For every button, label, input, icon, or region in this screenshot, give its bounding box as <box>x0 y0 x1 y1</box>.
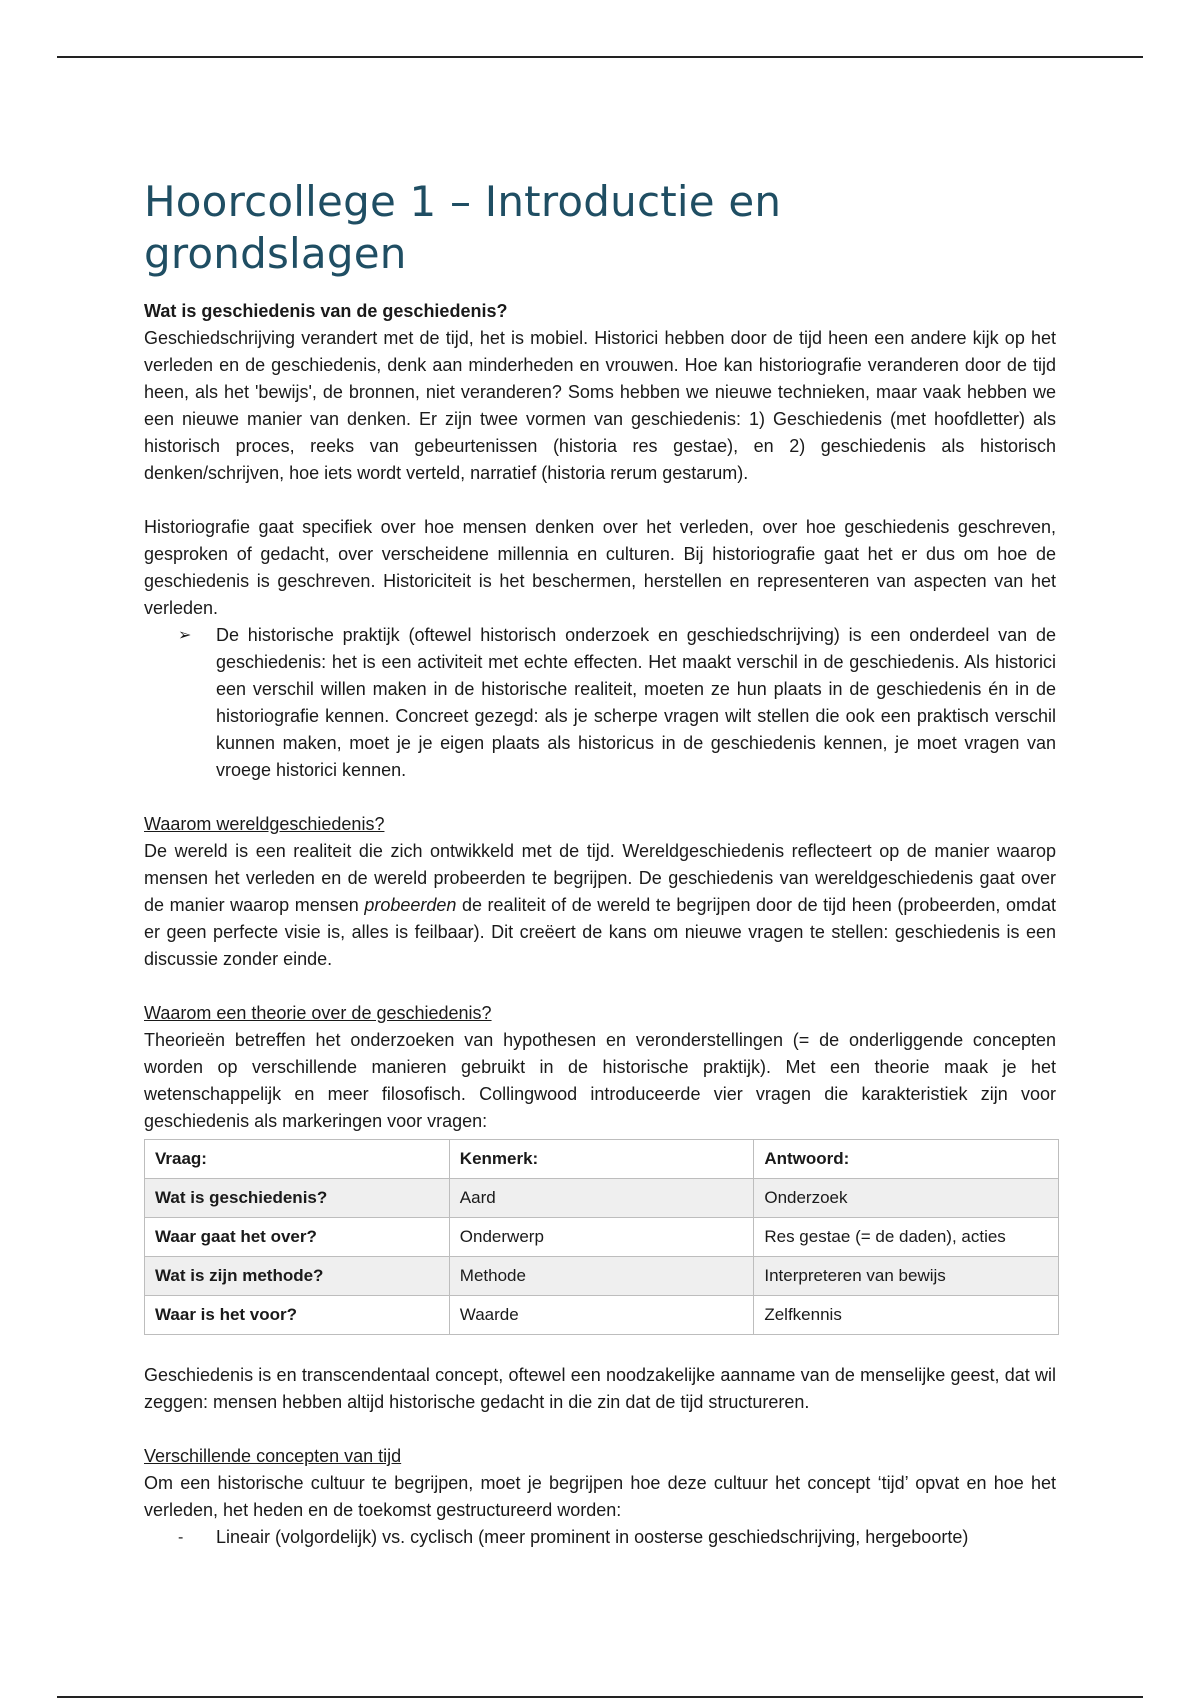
paragraph-geschiedschrijving: Geschiedschrijving verandert met de tijd, het is mobiel. Historici hebben door de tijd heen een andere kijk op het verleden en de geschiedenis, denk aan minderheden en vrouwen. Hoe kan historiografie veranderen door de tijd heen, als het 'bewijs', de bronnen, niet veranderen? Soms hebben we nieuwe technieken, maar vaak hebben we een nieuwe manier van denken. Er zijn twee vormen van geschiedenis: 1) Geschiedenis (met hoofdletter) als historisch proces, reeks van gebeurtenissen (historia res gestae), en 2) geschiedenis als historisch denken/schrijven, hoe iets wordt verteld, narratief (historia rerum gestarum). <box>144 328 1056 483</box>
document-page <box>144 176 1056 1551</box>
section-question: Wat is geschiedenis van de geschiedenis? <box>144 301 508 321</box>
page-title: Hoorcollege 1 – Introductie en grondslagen <box>144 177 782 278</box>
paragraph-wereldgeschiedenis: De wereld is een realiteit die zich ontwikkeld met de tijd. Wereldgeschiedenis reflecteert op de manier waarop mensen het verleden en de wereld probeerden te begrijpen. De geschiedenis van wereldgeschiedenis gaat over de manier waarop mensen probeerden de realiteit of de wereld te begrijpen door de tijd heen (probeerden, omdat er geen perfecte visie is, alles is feilbaar). Dit creëert de kans om nieuwe vragen te stellen: geschiedenis is een discussie zonder einde. <box>144 841 1056 969</box>
table-cell: Wat is geschiedenis? <box>145 1179 450 1218</box>
paragraph-historiografie: Historiografie gaat specifiek over hoe mensen denken over het verleden, over hoe geschiedenis geschreven, gesproken of gedacht, over verscheidene millennia en culturen. Bij historiografie gaat het er dus om hoe de geschiedenis is geschreven. Historiciteit is het beschermen, herstellen en representeren van aspecten van het verleden. <box>144 517 1056 618</box>
paragraph-theorie: Theorieën betreffen het onderzoeken van hypothesen en veronderstellingen (= de onderliggende concepten worden op verschillende manieren gebruikt in de historische praktijk). Met een theorie maak je het wetenschappelijk en meer filosofisch. Collingwood introduceerde vier vragen die karakteristiek zijn voor geschiedenis als markeringen voor vragen: <box>144 1030 1056 1131</box>
emphasis: probeerden <box>364 895 457 915</box>
table-cell: Aard <box>449 1179 754 1218</box>
collingwood-table <box>144 1139 1059 1335</box>
paragraph-tijd: Om een historische cultuur te begrijpen, moet je begrijpen hoe deze cultuur het concept ‘tijd’ opvat en hoe het verleden, het heden en de toekomst gestructureerd worden: <box>144 1473 1056 1520</box>
spacer <box>144 784 1056 811</box>
list-item <box>178 1524 1056 1551</box>
table-header: Kenmerk: <box>449 1140 754 1179</box>
dash-bullet-icon: - <box>178 1529 184 1546</box>
table-cell: Methode <box>449 1257 754 1296</box>
table-cell: Wat is zijn methode? <box>145 1257 450 1296</box>
table-cell: Waarde <box>449 1296 754 1335</box>
bullet-text: De historische praktijk (oftewel historisch onderzoek en geschiedschrijving) is een onderdeel van de geschiedenis: het is een activiteit met echte effecten. Het maakt verschil in de geschiedenis. Als historici een verschil willen maken in de historische realiteit, moeten ze hun plaats in de geschiedenis én in de historiografie kennen. Concreet gezegd: als je scherpe vragen wilt stellen die ook een praktisch verschil kunnen maken, moet je je eigen plaats als historicus in de geschiedenis kennen, je moet vragen van vroege historici kennen. <box>216 625 1056 780</box>
table-cell: Waar gaat het over? <box>145 1218 450 1257</box>
table-row <box>145 1296 1059 1335</box>
table-cell: Onderwerp <box>449 1218 754 1257</box>
table-header-row <box>145 1140 1059 1179</box>
spacer <box>144 973 1056 1000</box>
arrow-bullet-icon: ➢ <box>178 627 192 644</box>
footer-rule <box>57 1696 1143 1698</box>
table-cell: Onderzoek <box>754 1179 1059 1218</box>
table-cell: Interpreteren van bewijs <box>754 1257 1059 1296</box>
table-row <box>145 1179 1059 1218</box>
spacer <box>144 1416 1056 1443</box>
table-header: Antwoord: <box>754 1140 1059 1179</box>
bullet-text: Lineair (volgordelijk) vs. cyclisch (meer prominent in oosterse geschiedschrijving, hergeboorte) <box>216 1527 969 1547</box>
section-heading-theorie: Waarom een theorie over de geschiedenis? <box>144 1003 492 1023</box>
spacer <box>144 487 1056 514</box>
table-cell: Waar is het voor? <box>145 1296 450 1335</box>
list-item <box>178 622 1056 784</box>
section-heading-tijd: Verschillende concepten van tijd <box>144 1446 402 1466</box>
section-heading-wereldgeschiedenis: Waarom wereldgeschiedenis? <box>144 814 385 834</box>
table-row <box>145 1218 1059 1257</box>
table-cell: Zelfkennis <box>754 1296 1059 1335</box>
spacer <box>144 1335 1056 1362</box>
header-rule <box>57 56 1143 58</box>
table-row <box>145 1257 1059 1296</box>
paragraph-transcendentaal: Geschiedenis is en transcendentaal concept, oftewel een noodzakelijke aanname van de menselijke geest, dat wil zeggen: mensen hebben altijd historische gedacht in die zin dat de tijd structureren. <box>144 1365 1056 1412</box>
table-header: Vraag: <box>145 1140 450 1179</box>
table-cell: Res gestae (= de daden), acties <box>754 1218 1059 1257</box>
